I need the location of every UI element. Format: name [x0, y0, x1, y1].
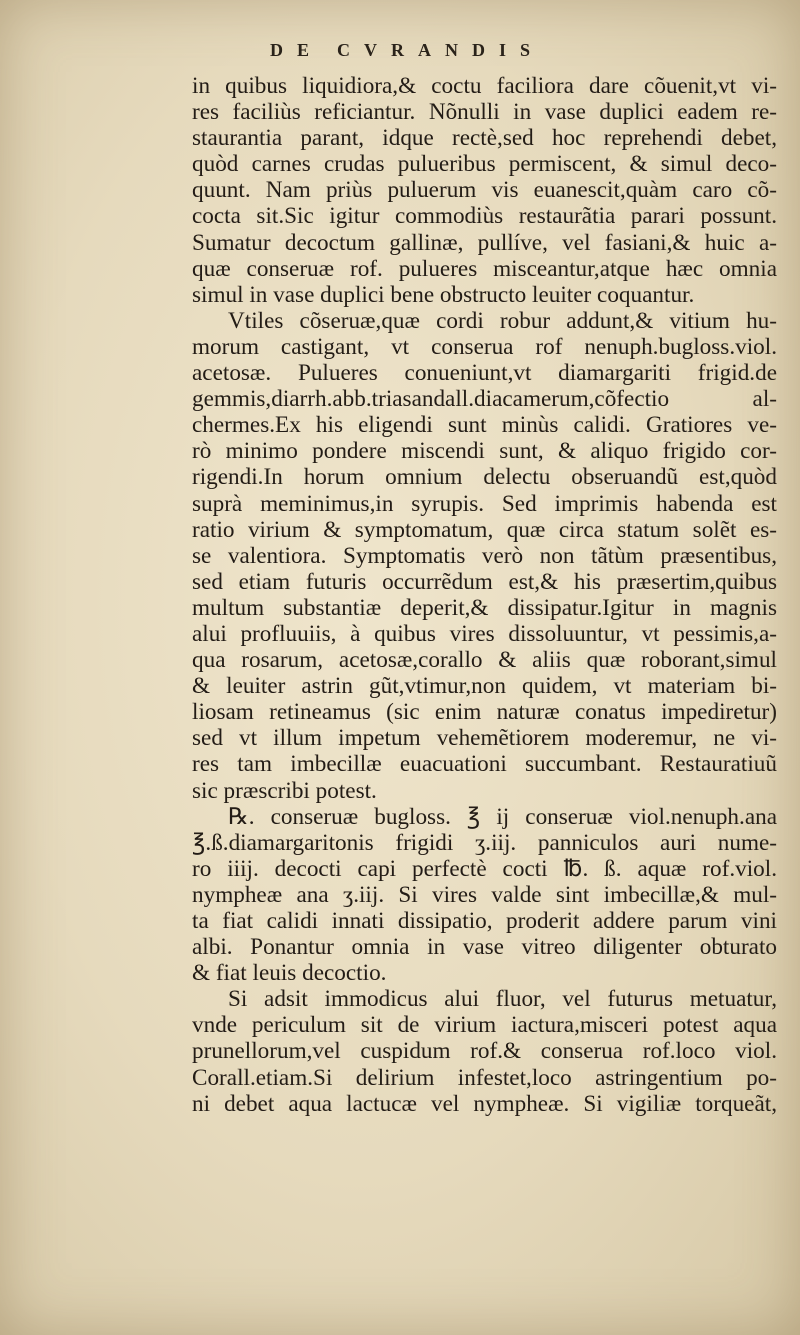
running-header — [0, 40, 800, 61]
text-line: res tam imbecillæ euacuationi succumbant. Restauratiuũ — [192, 751, 777, 778]
text-line: & leuiter astrin gũt,vtimur,non quidem, vt materiam bi- — [192, 673, 777, 700]
text-line: sed etiam futuris occurrẽdum est,& his præsertim,quibus — [192, 568, 777, 595]
text-line: qua rosarum, acetosæ,corallo & aliis quæ roborant,simul — [192, 647, 777, 674]
text-line: acetosæ. Pulueres conueniunt,vt diamargariti frigid.de — [192, 360, 777, 387]
text-line: res faciliùs reficiantur. Nõnulli in vase duplici eadem re- — [192, 99, 777, 126]
text-line: suprà meminimus,in syrupis. Sed imprimis habenda est — [192, 490, 777, 517]
text-line: rigendi.In horum omnium delectu obseruandũ est,quòd — [192, 464, 777, 491]
text-line: gemmis,diarrh.abb.triasandall.diacamerum,cõfectio al- — [192, 386, 777, 413]
text-line: quæ conseruæ rof. pulueres misceantur,atque hæc omnia — [192, 255, 777, 282]
prescription-line: ℥.ß.diamargaritonis frigidi ʒ.iij. panniculos auri nume- — [192, 829, 777, 856]
header-right: CVRANDIS — [337, 40, 545, 60]
prescription-line: ta fiat calidi innati dissipatio, proderit addere parum vini — [192, 908, 777, 934]
text-line: Sumatur decoctum gallinæ, pullíve, vel fasiani,& huic a- — [192, 229, 777, 256]
text-line: Corall.etiam.Si delirium infestet,loco astringentium po- — [192, 1064, 777, 1091]
text-line: morum castigant, vt conserua rof nenuph.bugloss.viol. — [192, 333, 777, 360]
body-text — [192, 73, 777, 1117]
text-line: simul in vase duplici bene obstructo leuiter coquantur. — [192, 281, 695, 308]
prescription-line: albi. Ponantur omnia in vase vitreo diligenter obturato — [192, 934, 777, 961]
text-line: sic præscribi potest. — [192, 777, 377, 804]
text-line: sed vt illum impetum vehemẽtiorem moderemur, ne vi- — [192, 725, 777, 752]
prescription-line: ℞. conseruæ bugloss. ℥ ij conseruæ viol.nenuph.ana — [228, 803, 777, 830]
text-line: se valentiora. Symptomatis verò non tãtùm præsentibus, — [192, 542, 777, 569]
text-line: staurantia parant, idque rectè,sed hoc reprehendi debet, — [192, 125, 777, 152]
text-line: quunt. Nam priùs puluerum vis euanescit,quàm caro cõ- — [192, 177, 777, 204]
text-line: Si adsit immodicus alui fluor, vel futurus metuatur, — [228, 986, 777, 1013]
text-line: ratio virium & symptomatum, quæ circa statum solẽt es- — [192, 516, 777, 543]
header-left: DE — [269, 40, 323, 60]
text-line: rò minimo pondere miscendi sunt, & aliquo frigido cor- — [192, 438, 777, 465]
text-line: liosam retineamus (sic enim naturæ conatus impediretur) — [192, 699, 777, 726]
prescription-line: nymphеæ ana ʒ.iij. Si vires valde sint imbecillæ,& mul- — [192, 881, 777, 908]
text-line: cocta sit.Sic igitur commodiùs restaurãtia parari possunt. — [192, 203, 777, 230]
text-line: vnde periculum sit de virium iactura,misceri potest aqua — [192, 1012, 777, 1039]
text-line: multum substantiæ deperit,& dissipatur.Igitur in magnis — [192, 594, 777, 621]
text-line: quòd carnes crudas pulueribus permiscent, & simul deco- — [192, 151, 777, 178]
text-line: ni debet aqua lactucæ vel nymphеæ. Si vigiliæ torqueãt, — [192, 1090, 777, 1117]
prescription-line: ro iiij. decocti capi perfectè cocti ℔. ß. aquæ rof.viol. — [192, 855, 777, 882]
text-line: chermes.Ex his eligendi sunt minùs calidi. Gratiores ve- — [192, 412, 777, 439]
text-line: Vtiles cõseruæ,quæ cordi robur addunt,& vitium hu- — [228, 307, 777, 334]
text-line: alui profluuiis, à quibus vires dissoluuntur, vt pessimis,a- — [192, 620, 777, 647]
text-line: in quibus liquidiora,& coctu faciliora dare cõuenit,vt vi- — [192, 73, 777, 99]
prescription-line: & fiat leuis decoctio. — [192, 960, 387, 987]
text-line: prunellorum,vel cuspidum rof.& conserua rof.loco viol. — [192, 1038, 777, 1065]
